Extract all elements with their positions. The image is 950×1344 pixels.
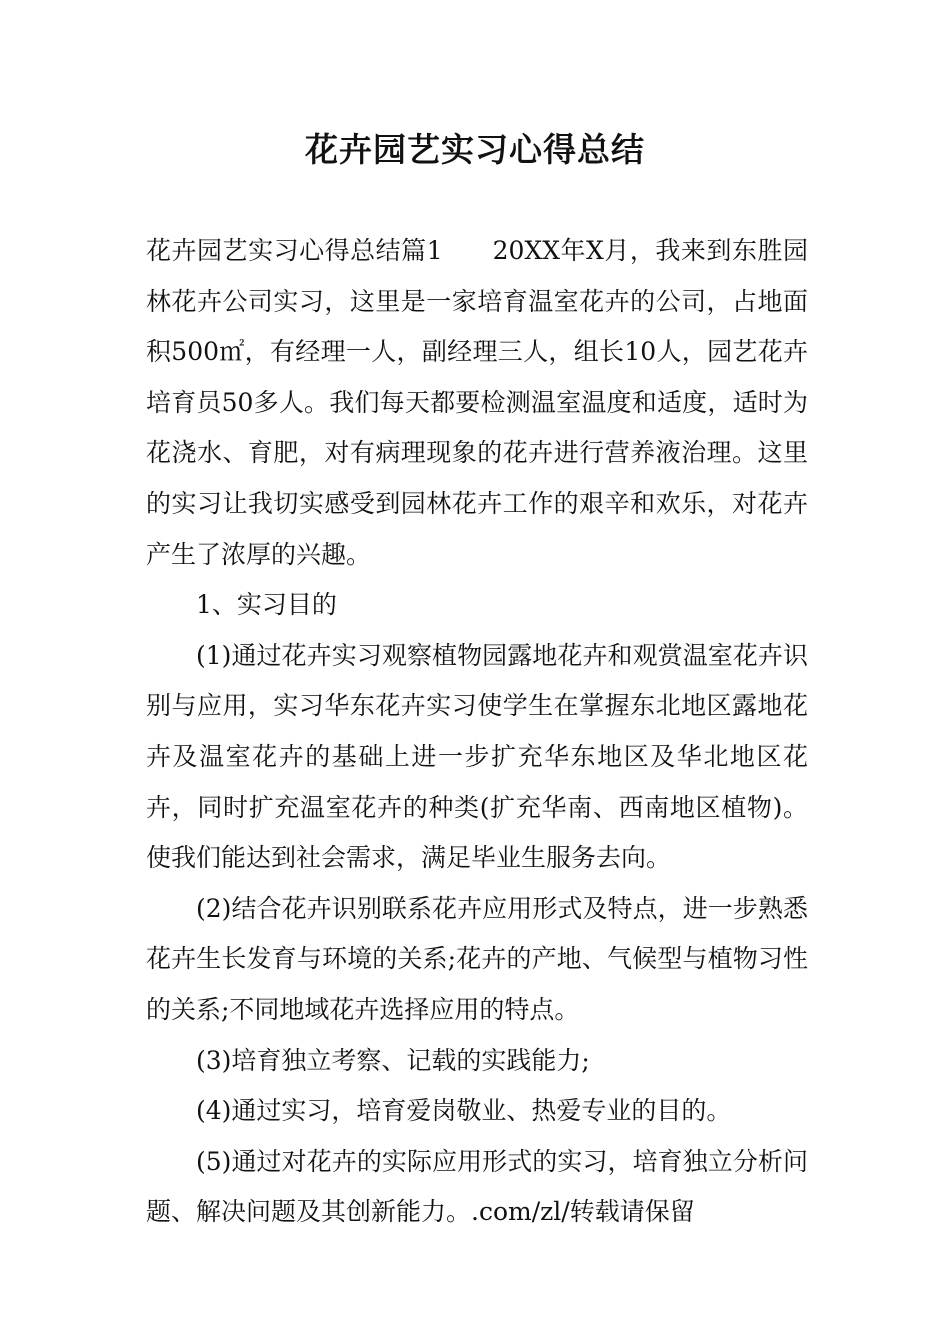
section-label: 花卉园艺实习心得总结篇1 bbox=[146, 236, 443, 265]
document-title: 花卉园艺实习心得总结 bbox=[305, 130, 645, 169]
paragraph-goal-4: (4)通过实习，培育爱岗敬业、热爱专业的目的。 bbox=[196, 1096, 732, 1126]
paragraph-goal-1: (1)通过花卉实习观察植物园露地花卉和观赏温室花卉识别与应用，实习华东花卉实习使学生在掌握东北地区露地花卉及温室花卉的基础上进一步扩充华东地区及华北地区花卉，同时扩充温室花卉的种类(扩充华南、西南地区植物)。使我们能达到社会需求，满足毕业生服务去向。 bbox=[146, 640, 808, 873]
paragraph-text: 20XX年X月，我来到东胜园林花卉公司实习，这里是一家培育温室花卉的公司，占地面积500㎡，有经理一人，副经理三人，组长10人，园艺花卉培育员50多人。我们每天都要检测温室温度和适度，适时为花浇水、育肥，对有病理现象的花卉进行营养液治理。这里的实习让我切实感受到园林花卉工作的艰辛和欢乐，对花卉产生了浓厚的兴趣。 bbox=[146, 236, 808, 569]
paragraph-goal-5: (5)通过对花卉的实际应用形式的实习，培育独立分析问题、解决问题及其创新能力。.com/zl/转载请保留 bbox=[146, 1146, 808, 1227]
paragraph-goal-3: (3)培育独立考察、记载的实践能力; bbox=[196, 1045, 590, 1075]
section-heading: 1、实习目的 bbox=[196, 590, 337, 620]
document-body bbox=[146, 226, 808, 1238]
intro-paragraph bbox=[146, 226, 808, 580]
paragraph-goal-2: (2)结合花卉识别联系花卉应用形式及特点，进一步熟悉花卉生长发育与环境的关系;花卉的产地、气候型与植物习性的关系;不同地域花卉选择应用的特点。 bbox=[146, 893, 808, 1024]
